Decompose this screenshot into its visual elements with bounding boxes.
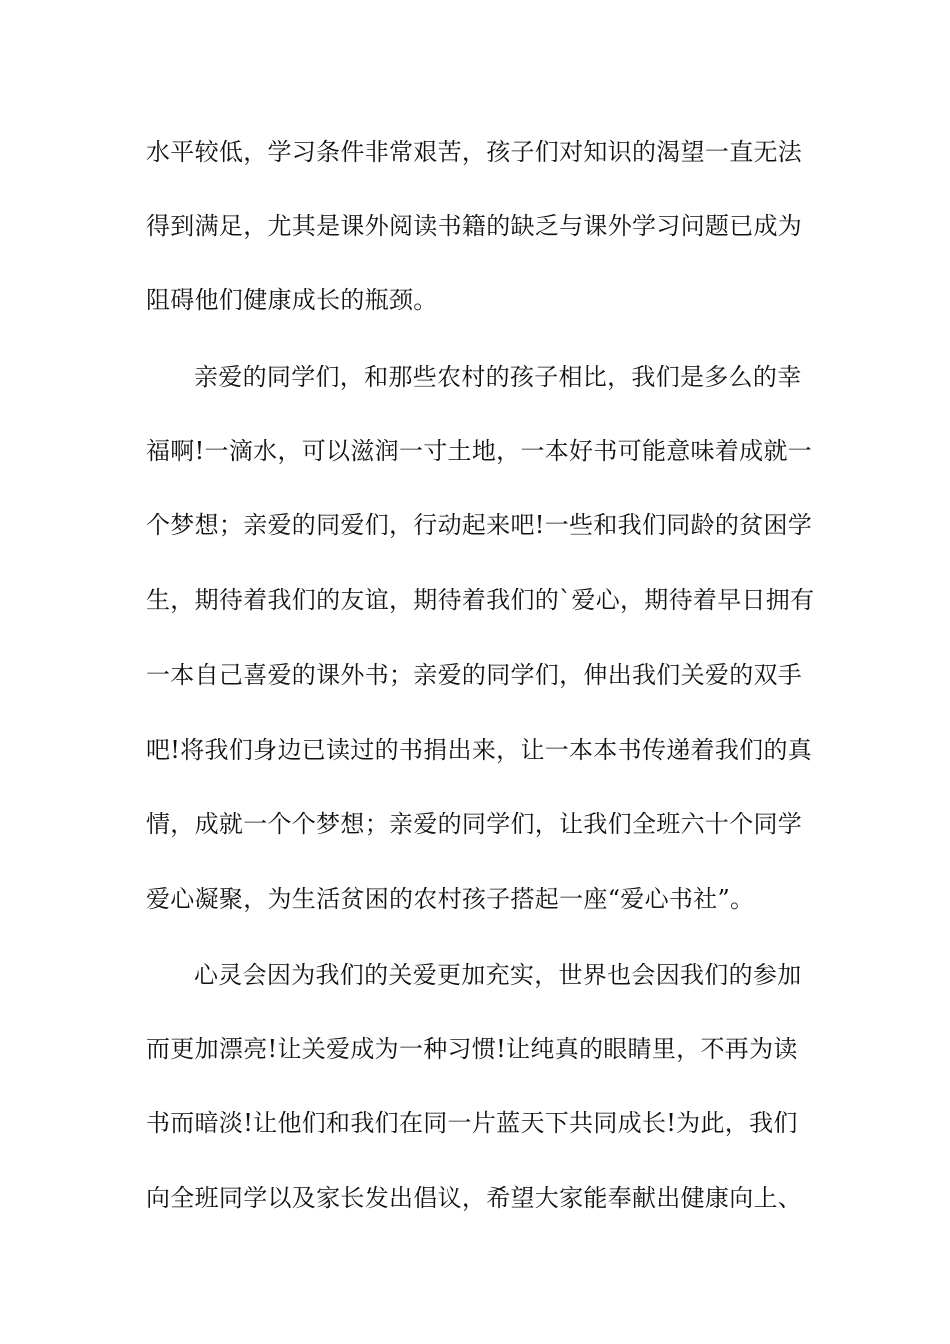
text-line: 个梦想；亲爱的同爱们，行动起来吧!一些和我们同龄的贫困学	[146, 511, 813, 539]
paragraph-start-line: 亲爱的同学们，和那些农村的孩子相比，我们是多么的幸	[194, 363, 802, 391]
text-line: 情，成就一个个梦想；亲爱的同学们，让我们全班六十个同学	[146, 810, 803, 838]
text-line: 爱心凝聚，为生活贫困的农村孩子搭起一座“爱心书社”。	[146, 885, 755, 913]
text-line: 书而暗淡!让他们和我们在同一片蓝天下共同成长!为此，我们	[146, 1109, 798, 1137]
text-line: 福啊!一滴水，可以滋润一寸土地，一本好书可能意味着成就一	[146, 437, 813, 465]
text-line: 得到满足，尤其是课外阅读书籍的缺乏与课外学习问题已成为	[146, 212, 803, 240]
text-line: 阻碍他们健康成长的瓶颈。	[146, 286, 438, 314]
text-line: 生，期待着我们的友谊，期待着我们的`爱心，期待着早日拥有	[146, 586, 815, 614]
text-line: 吧!将我们身边已读过的书捐出来，让一本本书传递着我们的真	[146, 736, 813, 764]
text-line: 而更加漂亮!让关爱成为一种习惯!让纯真的眼睛里，不再为读	[146, 1035, 798, 1063]
text-line: 向全班同学以及家长发出倡议，希望大家能奉献出健康向上、	[146, 1184, 803, 1212]
text-line: 一本自己喜爱的课外书；亲爱的同学们，伸出我们关爱的双手	[146, 661, 803, 689]
paragraph-start-line: 心灵会因为我们的关爱更加充实，世界也会因我们的参加	[194, 961, 802, 989]
text-line: 水平较低，学习条件非常艰苦，孩子们对知识的渴望一直无法	[146, 138, 803, 166]
